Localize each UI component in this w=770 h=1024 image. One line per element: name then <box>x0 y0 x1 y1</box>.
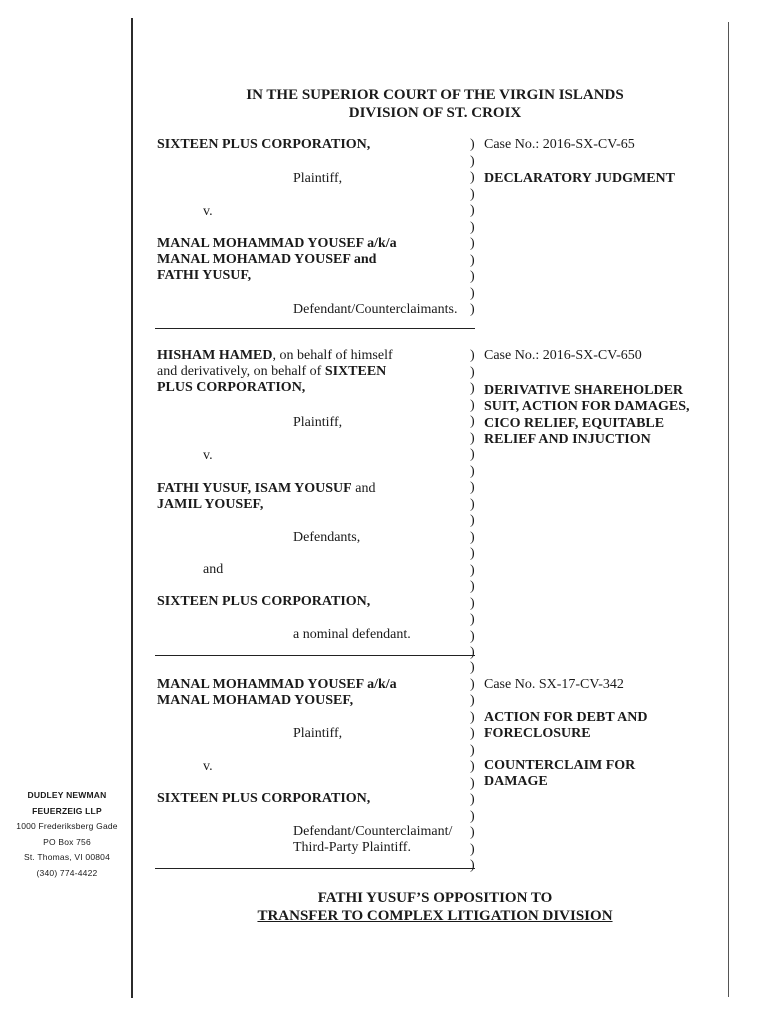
case3-defendant-role-line2: Third-Party Plaintiff. <box>293 840 411 855</box>
case2-derivative-entity: SIXTEEN <box>324 364 387 379</box>
caption-paren: ) <box>470 480 475 495</box>
court-division: DIVISION OF ST. CROIX <box>348 105 522 121</box>
caption-paren: ) <box>470 546 475 561</box>
caption-paren: ) <box>470 137 475 152</box>
firm-name-line2: FEUERZEIG LLP <box>32 805 102 816</box>
firm-address-line2: PO Box 756 <box>43 836 91 847</box>
caption-paren: ) <box>470 792 475 807</box>
case1-defendant-line3: FATHI YUSUF, <box>157 268 252 283</box>
caption-paren: ) <box>470 628 475 644</box>
caption-paren: ) <box>470 742 475 758</box>
caption-paren: ) <box>470 170 475 185</box>
caption-paren: ) <box>470 676 475 692</box>
case3-defendant: SIXTEEN PLUS CORPORATION, <box>157 791 371 806</box>
case2-derivative-text: and derivatively, on behalf of <box>157 364 325 379</box>
case3-versus: v. <box>203 759 213 774</box>
firm-address-line1: 1000 Frederiksberg Gade <box>16 821 118 831</box>
case1-case-number: Case No.: 2016-SX-CV-65 <box>484 137 635 152</box>
caption-paren: ) <box>470 236 475 251</box>
right-margin-line <box>728 22 729 997</box>
case2-separator <box>155 655 475 656</box>
caption-paren: ) <box>470 364 475 380</box>
case2-nature-line1: DERIVATIVE SHAREHOLDER <box>484 383 684 398</box>
caption-paren: ) <box>470 562 475 578</box>
caption-paren: ) <box>470 858 475 873</box>
caption-paren: ) <box>470 397 475 413</box>
case2-defendant-and: and <box>351 481 376 496</box>
caption-paren: ) <box>470 153 475 169</box>
caption-paren: ) <box>470 513 475 528</box>
case3-nature-line2: FORECLOSURE <box>484 726 591 741</box>
case3-nature-line3: COUNTERCLAIM FOR <box>484 758 636 773</box>
case3-nature-line4: DAMAGE <box>484 774 548 789</box>
case3-plaintiff-role: Plaintiff, <box>293 726 343 741</box>
case2-plaintiff-line1 <box>157 348 393 365</box>
case2-plaintiff-name: HISHAM HAMED <box>157 348 273 363</box>
left-margin-line <box>131 18 133 998</box>
caption-paren: ) <box>470 414 475 429</box>
caption-paren: ) <box>470 463 475 479</box>
case1-versus: v. <box>203 204 213 219</box>
caption-paren: ) <box>470 430 475 446</box>
caption-paren: ) <box>470 302 475 317</box>
caption-paren: ) <box>470 841 475 857</box>
case3-plaintiff-line2: MANAL MOHAMAD YOUSEF, <box>157 693 354 708</box>
case1-defendant-role: Defendant/Counterclaimants. <box>293 302 458 317</box>
caption-paren: ) <box>470 808 475 824</box>
case2-plaintiff-capacity: , on behalf of himself <box>272 348 393 363</box>
case1-separator <box>155 328 475 329</box>
case1-nature: DECLARATORY JUDGMENT <box>484 171 675 186</box>
case3-separator <box>155 868 475 869</box>
caption-paren: ) <box>470 693 475 708</box>
case3-case-number: Case No. SX-17-CV-342 <box>484 677 624 692</box>
caption-paren: ) <box>470 381 475 396</box>
case2-nature-line4: RELIEF AND INJUCTION <box>484 432 651 447</box>
firm-phone: (340) 774-4422 <box>36 867 98 878</box>
law-firm-block <box>12 788 122 881</box>
case2-plaintiff-line2 <box>157 364 386 381</box>
caption-paren: ) <box>470 348 475 363</box>
case2-nominal-defendant: SIXTEEN PLUS CORPORATION, <box>157 594 371 609</box>
case1-defendant-line1: MANAL MOHAMMAD YOUSEF a/k/a <box>157 236 397 251</box>
caption-paren: ) <box>470 496 475 512</box>
caption-paren: ) <box>470 447 475 462</box>
caption-paren: ) <box>470 825 475 840</box>
caption-paren: ) <box>470 252 475 268</box>
case2-case-number: Case No.: 2016-SX-CV-650 <box>484 348 642 363</box>
caption-paren: ) <box>470 285 475 301</box>
document-title-line2: TRANSFER TO COMPLEX LITIGATION DIVISION <box>257 908 613 924</box>
caption-paren: ) <box>470 579 475 594</box>
case2-defendant-names: FATHI YUSUF, ISAM YOUSUF <box>157 481 352 496</box>
case1-defendant-line2: MANAL MOHAMAD YOUSEF and <box>157 252 377 267</box>
caption-paren: ) <box>470 775 475 791</box>
firm-name-line1: DUDLEY NEWMAN <box>27 790 107 800</box>
court-name: IN THE SUPERIOR COURT OF THE VIRGIN ISLANDS <box>246 87 624 103</box>
caption-paren: ) <box>470 203 475 218</box>
case1-plaintiff-role: Plaintiff, <box>293 171 343 186</box>
caption-paren: ) <box>470 709 475 725</box>
case3-nature-line1: ACTION FOR DEBT AND <box>484 710 648 725</box>
case2-and: and <box>203 562 224 577</box>
caption-paren: ) <box>470 219 475 235</box>
case2-versus: v. <box>203 448 213 463</box>
caption-paren: ) <box>470 595 475 611</box>
caption-paren: ) <box>470 726 475 741</box>
case2-defendant-line1 <box>157 481 375 498</box>
case2-nominal-role: a nominal defendant. <box>293 627 411 642</box>
case2-plaintiff-line3: PLUS CORPORATION, <box>157 380 306 395</box>
case3-plaintiff-line1: MANAL MOHAMMAD YOUSEF a/k/a <box>157 677 397 692</box>
case2-nature-line3: CICO RELIEF, EQUITABLE <box>484 416 665 431</box>
case1-plaintiff: SIXTEEN PLUS CORPORATION, <box>157 137 371 152</box>
case2-nature-line2: SUIT, ACTION FOR DAMAGES, <box>484 399 690 414</box>
document-title-line1: FATHI YUSUF’S OPPOSITION TO <box>317 890 553 906</box>
caption-paren: ) <box>470 612 475 627</box>
case3-defendant-role-line1: Defendant/Counterclaimant/ <box>293 824 453 839</box>
case2-defendant-role: Defendants, <box>293 530 361 545</box>
firm-address-line3: St. Thomas, VI 00804 <box>23 852 111 862</box>
case2-plaintiff-role: Plaintiff, <box>293 415 343 430</box>
caption-paren: ) <box>470 186 475 202</box>
caption-paren: ) <box>470 645 475 660</box>
case2-defendant-line2: JAMIL YOUSEF, <box>157 497 264 512</box>
caption-paren: ) <box>470 529 475 545</box>
caption-paren: ) <box>470 269 475 284</box>
caption-paren: ) <box>470 660 475 675</box>
caption-paren: ) <box>470 759 475 774</box>
